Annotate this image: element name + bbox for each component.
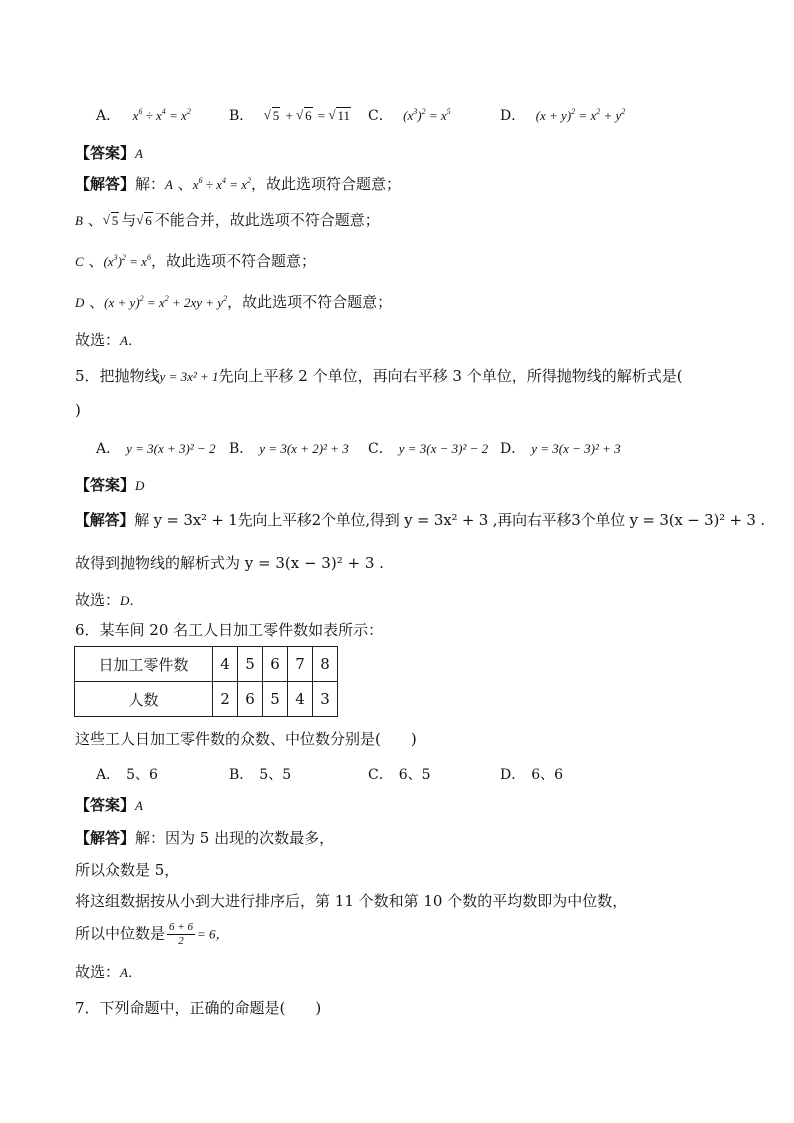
q4-option-b: B． √ 5 + √ 6 = √ 11 xyxy=(229,106,353,126)
table-cell: 3 xyxy=(313,682,338,717)
table-cell: 6 xyxy=(263,647,288,682)
table-header-cell: 人数 xyxy=(75,682,213,717)
table-cell: 4 xyxy=(213,647,238,682)
q4-option-d: D． $(x + y)^2 = x^2 + y^2$ xyxy=(500,107,626,124)
q5-option-b: B． y = 3(x + 2)² + 3 xyxy=(229,441,349,457)
q6-option-a: A． 5、6 xyxy=(96,767,158,783)
q6-option-c: C． 6、5 xyxy=(368,767,431,783)
q6-stem: 6．某车间 20 名工人日加工零件数如表所示： xyxy=(75,621,384,639)
q5-explain-line-1: 【解答】解 y = 3x² + 1先向上平移2个单位,得到 y = 3x² + 3 ,再向右平移3个单位 y = 3(x − 3)² + 3 . xyxy=(75,511,765,529)
q6-explain-line-2: 所以众数是 5， xyxy=(75,861,180,879)
q7-stem: 7．下列命题中，正确的命题是( ) xyxy=(75,999,322,1017)
q6-data-table xyxy=(74,646,338,717)
q4-explain-line-1: 【解答】解：A 、$x^6 \div x^4 = x^2$，故此选项符合题意； xyxy=(75,175,402,193)
formula: y = 3x² + 1 xyxy=(159,369,219,384)
q4-explain-line-4: D 、$(x + y)^2 = x^2 + 2xy + y^2$，故此选项不符合题意； xyxy=(75,293,393,311)
table-cell: 5 xyxy=(238,647,263,682)
q4-answer xyxy=(75,143,143,164)
q4-conclusion: 故选：A． xyxy=(75,331,141,349)
table-cell: 2 xyxy=(213,682,238,717)
table-row xyxy=(75,682,338,717)
q5-conclusion: 故选：D． xyxy=(75,591,143,609)
q6-answer: 【答案】A xyxy=(75,796,143,814)
q5-option-d: D． y = 3(x − 3)² + 3 xyxy=(500,441,621,457)
table-cell: 8 xyxy=(313,647,338,682)
q5-stem-close: ) xyxy=(75,401,81,419)
q6-explain-line-1: 【解答】解：因为 5 出现的次数最多， xyxy=(75,829,335,847)
option-label: A． xyxy=(96,108,121,124)
option-label: B． xyxy=(229,108,254,124)
table-cell: 6 xyxy=(238,682,263,717)
q4-explain-line-3: C 、$(x^3)^2 = x^6$，故此选项不符合题意； xyxy=(75,252,316,270)
q6-option-b: B． 5、5 xyxy=(229,767,292,783)
q6-conclusion: 故选：A． xyxy=(75,963,141,981)
table-cell: 7 xyxy=(288,647,313,682)
q5-answer: 【答案】D xyxy=(75,476,145,494)
answer-value: A xyxy=(135,146,143,161)
answer-tag: 【答案】 xyxy=(75,144,136,162)
q5-option-a: A． y = 3(x + 3)² − 2 xyxy=(96,441,216,457)
table-header-cell: 日加工零件数 xyxy=(75,647,213,682)
q6-explain-line-3: 将这组数据按从小到大进行排序后，第 11 个数和第 10 个数的平均数即为中位数， xyxy=(75,892,628,910)
q6-option-d: D． 6、6 xyxy=(500,767,564,783)
table-cell: 4 xyxy=(288,682,313,717)
q6-question: 这些工人日加工零件数的众数、中位数分别是( ) xyxy=(75,730,417,748)
fraction: $\frac{6 + 6}{2}$ xyxy=(169,921,193,947)
q4-option-c: C． $(x^3)^2 = x^5$ xyxy=(368,107,451,124)
q4-explain-line-2: B 、√ 5 与√ 6 不能合并，故此选项不符合题意； xyxy=(75,210,380,231)
q5-stem: 5．把抛物线y = 3x² + 1先向上平移 2 个单位，再向右平移 3 个单位，所得抛物线的解析式是( xyxy=(75,367,683,385)
explain-tag: 【解答】 xyxy=(75,175,136,193)
table-cell: 5 xyxy=(263,682,288,717)
option-label: C． xyxy=(368,108,393,124)
table-row xyxy=(75,647,338,682)
q5-option-c: C． y = 3(x − 3)² − 2 xyxy=(368,441,489,457)
q4-option-a: A． $x^6 \div x^4 = x^2$ xyxy=(96,107,191,124)
q6-explain-line-4: 所以中位数是 $\frac{6 + 6}{2}$ = 6， xyxy=(75,921,229,947)
q5-explain-line-2: 故得到抛物线的解析式为 y = 3(x − 3)² + 3 . xyxy=(75,554,384,572)
option-label: D． xyxy=(500,108,526,124)
